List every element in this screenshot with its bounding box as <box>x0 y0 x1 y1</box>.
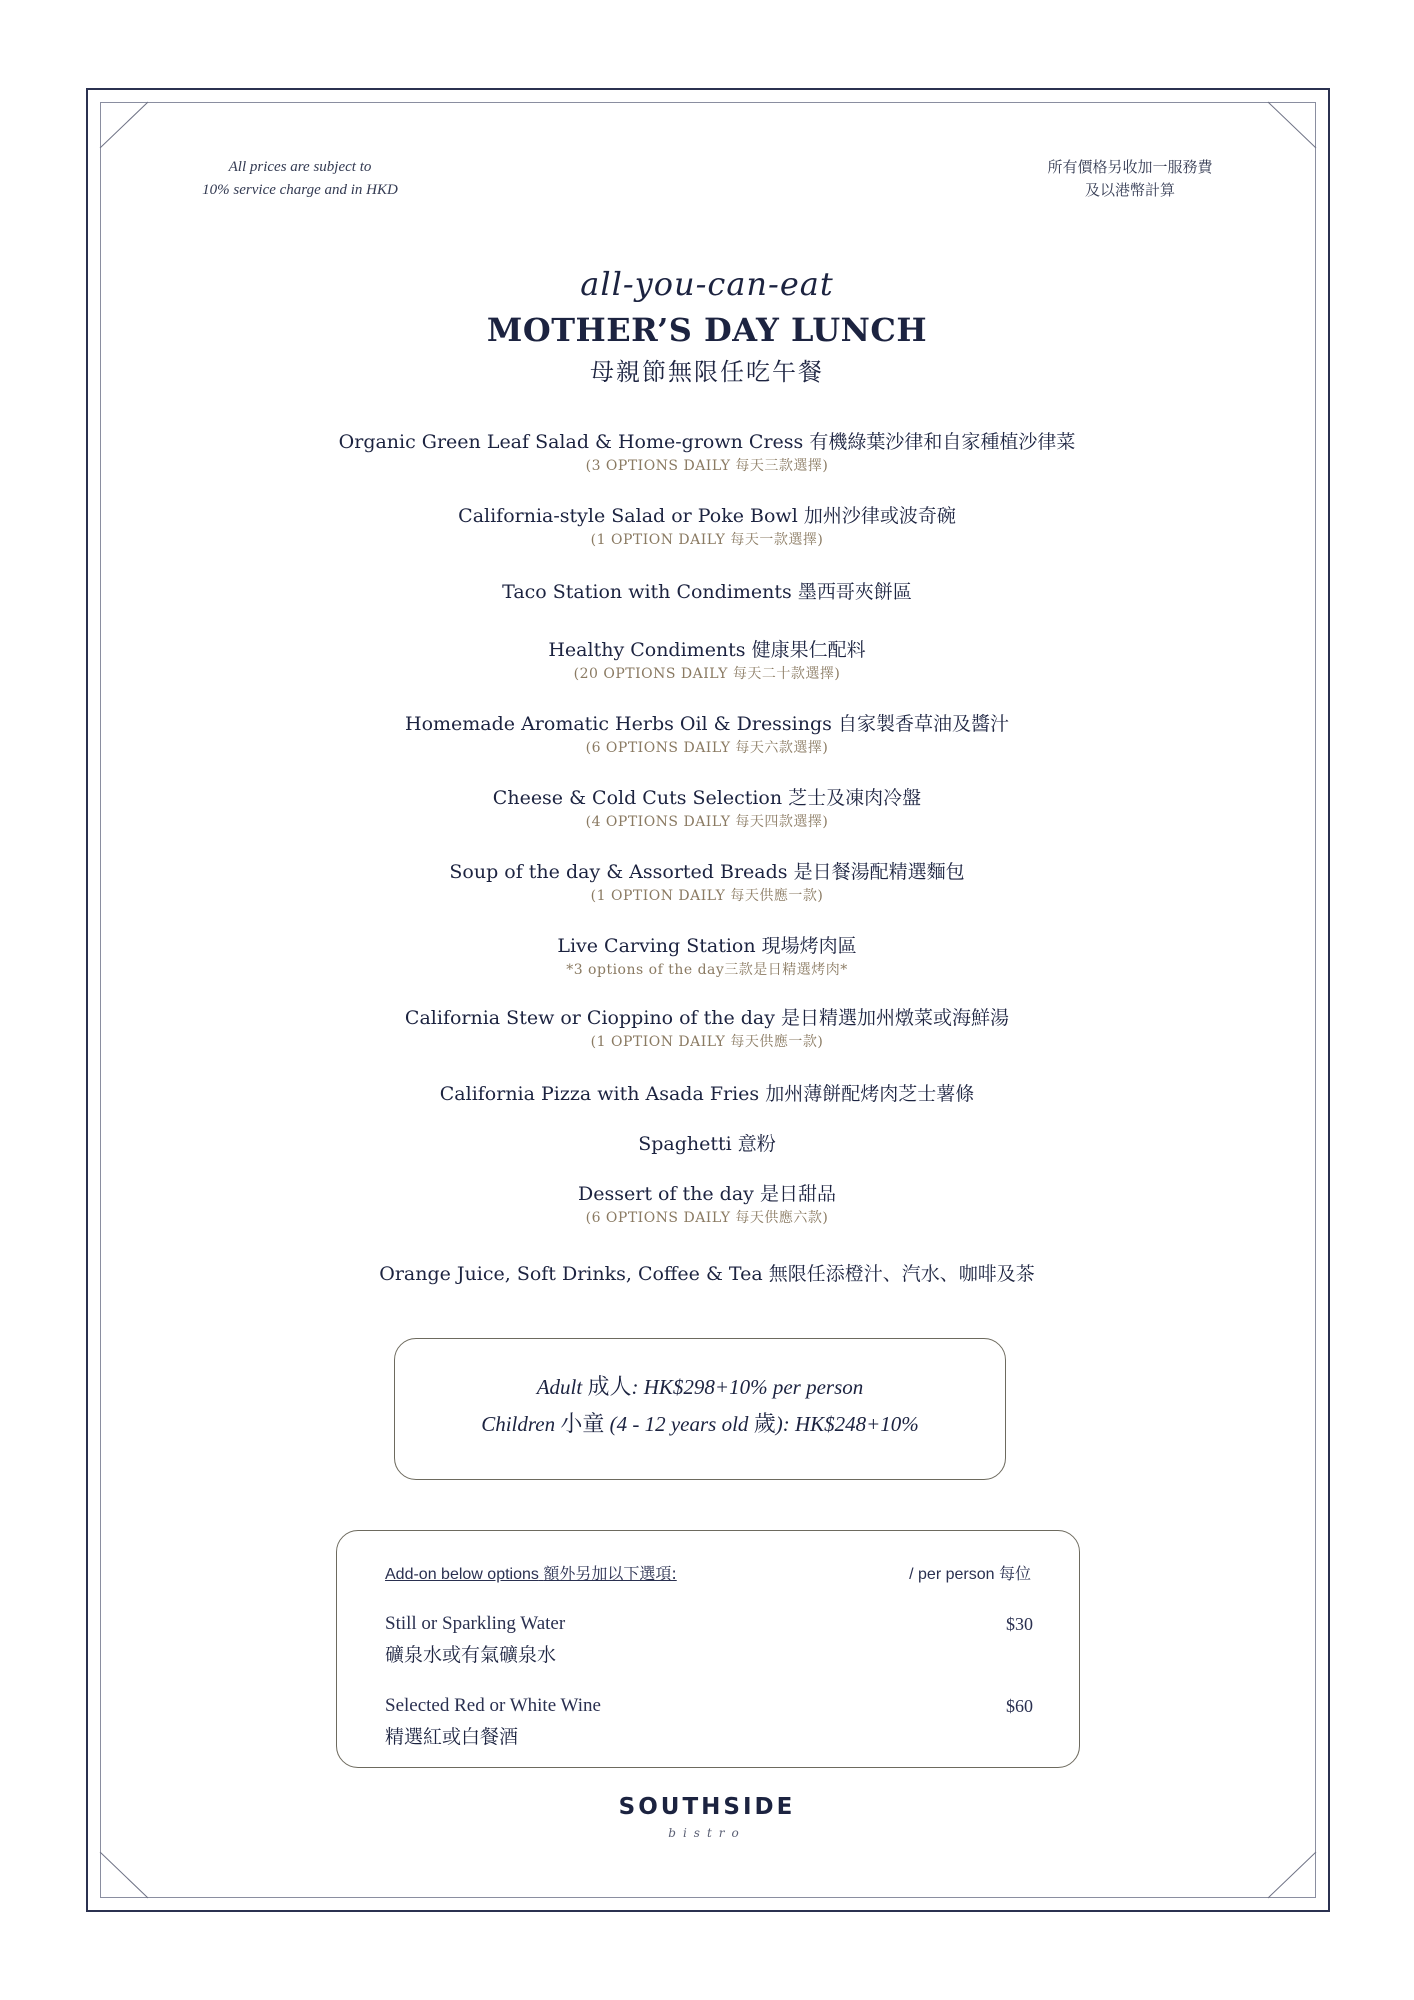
menu-item-name-zh: 現場烤肉區 <box>761 935 857 957</box>
menu-item-name-en: Homemade Aromatic Herbs Oil & Dressings <box>405 713 832 735</box>
menu-item-name-zh: 是日餐湯配精選麵包 <box>793 861 965 883</box>
addon-heading-en: Add-on below options <box>385 1566 539 1583</box>
addon-unit <box>909 1561 1031 1584</box>
addon-name-zh: 礦泉水或有氣礦泉水 <box>385 1644 557 1666</box>
menu-item-note: (6 OPTIONS DAILY 每天六款選擇) <box>585 740 829 756</box>
menu-item-name <box>0 1080 1414 1108</box>
adult-label-zh: 成人 <box>587 1375 632 1400</box>
menu-item <box>0 1180 1414 1228</box>
menu-item-name-en: Live Carving Station <box>557 935 756 957</box>
menu-item <box>0 710 1414 758</box>
note-zh-line2: 及以港幣計算 <box>1084 181 1175 199</box>
menu-item <box>0 784 1414 832</box>
menu-item-name-en: Organic Green Leaf Salad & Home-grown Cress <box>338 431 804 453</box>
addon-heading <box>385 1561 677 1584</box>
menu-item-name-en: Spaghetti <box>638 1133 732 1155</box>
brand-logo <box>0 1794 1414 1840</box>
menu-item <box>0 636 1414 684</box>
child-age-zh: 歲 <box>753 1412 776 1437</box>
menu-item <box>0 1130 1414 1158</box>
service-charge-note-en <box>168 156 432 202</box>
menu-item-name <box>0 1260 1414 1288</box>
menu-item <box>0 578 1414 606</box>
addon-unit-en: / per person <box>909 1566 995 1583</box>
note-en-line1: All prices are subject to <box>228 159 372 175</box>
menu-item-name <box>0 710 1414 738</box>
addon-name-en: Selected Red or White Wine <box>385 1695 601 1716</box>
menu-item-name-zh: 加州沙律或波奇碗 <box>803 505 956 527</box>
note-zh-line1: 所有價格另收加一服務費 <box>1047 158 1213 176</box>
menu-item-name-zh: 無限任添橙汁、汽水、咖啡及茶 <box>768 1263 1035 1285</box>
menu-item-note: (1 OPTION DAILY 每天供應一款) <box>590 1034 824 1050</box>
menu-item <box>0 1260 1414 1288</box>
menu-item <box>0 502 1414 550</box>
menu-item-name-en: Taco Station with Condiments <box>502 581 792 603</box>
addon-heading-zh: 額外另加以下選項: <box>543 1564 677 1583</box>
addon-price: $60 <box>1006 1696 1033 1716</box>
menu-item-name-en: California Pizza with Asada Fries <box>439 1083 760 1105</box>
menu-item <box>0 858 1414 906</box>
menu-item-name-en: Soup of the day & Assorted Breads <box>449 861 788 883</box>
menu-item-note: (3 OPTIONS DAILY 每天三款選擇) <box>585 458 829 474</box>
menu-item <box>0 1004 1414 1052</box>
adult-label: Adult <box>536 1375 583 1399</box>
menu-item-name <box>0 932 1414 960</box>
child-price-line <box>395 1406 1005 1443</box>
menu-item-name-zh: 墨西哥夾餅區 <box>797 581 912 603</box>
menu-item-name-en: California-style Salad or Poke Bowl <box>458 505 798 527</box>
child-label-zh: 小童 <box>560 1412 605 1437</box>
menu-item-name-en: Cheese & Cold Cuts Selection <box>492 787 783 809</box>
menu-item-name <box>0 784 1414 812</box>
menu-item-name-zh: 有機綠葉沙律和自家種植沙律菜 <box>809 431 1076 453</box>
menu-item-name <box>0 578 1414 606</box>
brand-sub: bistro <box>668 1826 746 1840</box>
menu-item-name <box>0 502 1414 530</box>
adult-price: : HK$298+10% per person <box>631 1375 864 1399</box>
menu-item <box>0 428 1414 476</box>
child-age: (4 - 12 years old <box>609 1412 749 1436</box>
menu-header <box>0 262 1414 388</box>
menu-item-name-zh: 是日精選加州燉菜或海鮮湯 <box>781 1007 1010 1029</box>
addon-box <box>336 1530 1080 1768</box>
script-subtitle: all-you-can-eat <box>580 265 834 303</box>
menu-item-name <box>0 428 1414 456</box>
page-title-zh: 母親節無限任吃午餐 <box>590 358 824 386</box>
service-charge-note-zh <box>1000 156 1260 202</box>
adult-price-line <box>395 1369 1005 1406</box>
menu-item <box>0 932 1414 980</box>
addon-name-en: Still or Sparkling Water <box>385 1613 566 1634</box>
menu-item-name <box>0 1130 1414 1158</box>
addon-price: $30 <box>1006 1614 1033 1634</box>
menu-item-note: (6 OPTIONS DAILY 每天供應六款) <box>585 1210 829 1226</box>
menu-item-name <box>0 636 1414 664</box>
menu-item-name-zh: 是日甜品 <box>759 1183 836 1205</box>
child-label: Children <box>481 1412 556 1436</box>
addon-row <box>385 1691 1033 1753</box>
menu-item-name-en: California Stew or Cioppino of the day <box>404 1007 775 1029</box>
menu-item-name-en: Orange Juice, Soft Drinks, Coffee & Tea <box>379 1263 763 1285</box>
menu-item <box>0 1080 1414 1108</box>
page-title: MOTHER’S DAY LUNCH <box>486 311 928 349</box>
menu-item-note: (1 OPTION DAILY 每天一款選擇) <box>590 532 824 548</box>
menu-item-note: (20 OPTIONS DAILY 每天二十款選擇) <box>573 666 841 682</box>
menu-item-name-zh: 自家製香草油及醬汁 <box>837 713 1009 735</box>
menu-item-name <box>0 1180 1414 1208</box>
addon-name-zh: 精選紅或白餐酒 <box>385 1726 519 1748</box>
menu-item-name-zh: 芝士及凍肉冷盤 <box>788 787 922 809</box>
menu-item-name <box>0 858 1414 886</box>
menu-item-name-en: Healthy Condiments <box>548 639 746 661</box>
addon-unit-zh: 每位 <box>998 1564 1031 1583</box>
brand-name: SOUTHSIDE <box>618 1794 796 1820</box>
note-en-line2: 10% service charge and in HKD <box>202 182 398 198</box>
menu-item-name-zh: 意粉 <box>737 1133 776 1155</box>
menu-item-name-zh: 加州薄餅配烤肉芝士薯條 <box>765 1083 975 1105</box>
menu-item-note: *3 options of the day三款是日精選烤肉* <box>566 962 848 978</box>
menu-item-name <box>0 1004 1414 1032</box>
menu-item-note: (4 OPTIONS DAILY 每天四款選擇) <box>585 814 829 830</box>
menu-item-name-zh: 健康果仁配料 <box>751 639 866 661</box>
menu-item-name-en: Dessert of the day <box>578 1183 754 1205</box>
child-price: ): HK$248+10% <box>775 1412 919 1436</box>
pricing-box <box>394 1338 1006 1480</box>
addon-row <box>385 1609 1033 1671</box>
menu-item-note: (1 OPTION DAILY 每天供應一款) <box>590 888 824 904</box>
